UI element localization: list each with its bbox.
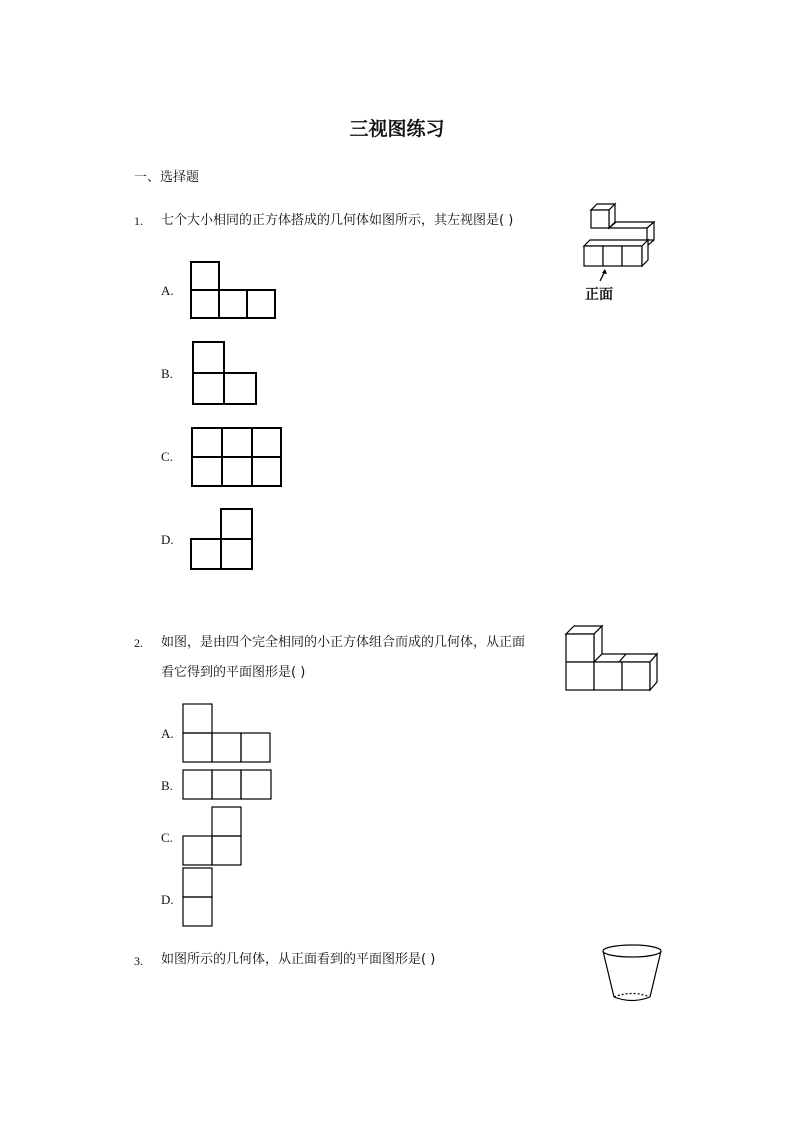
q2-option-a-label: A. [161,726,174,741]
question-2-text-line1: 如图，是由四个完全相同的小正方体组合而成的几何体，从正面 [161,635,526,650]
q1-option-b-label: B. [161,366,173,381]
question-2-text-line2: 看它得到的平面图形是( ) [161,665,306,680]
q1-option-c-label: C. [161,449,173,464]
question-3-number: 3. [134,954,143,968]
q2-option-a-figure [182,703,272,763]
question-2-number: 2. [134,636,143,650]
front-view-label: 正面 [585,287,613,303]
section-heading: 一、选择题 [134,170,200,185]
q1-option-c-figure [191,427,283,488]
q2-option-c-figure [182,806,244,866]
question-1-text: 七个大小相同的正方体搭成的几何体如图所示，其左视图是( ) [161,213,514,228]
question-1-number: 1. [134,214,143,228]
q2-option-b-label: B. [161,778,173,793]
q1-option-d-label: D. [161,532,174,547]
q1-option-a-figure [190,261,277,319]
page-title: 三视图练习 [349,118,445,140]
q2-option-d-figure [182,867,214,927]
q2-option-c-label: C. [161,830,173,845]
q1-option-a-label: A. [161,283,174,298]
q2-option-d-label: D. [161,892,174,907]
question-3-text: 如图所示的几何体，从正面看到的平面图形是( ) [161,952,436,967]
q1-option-d-figure [190,508,254,571]
question-3-figure [600,942,664,1006]
q2-option-b-figure [182,769,273,801]
question-2-figure [564,624,660,694]
q1-option-b-figure [192,341,258,405]
